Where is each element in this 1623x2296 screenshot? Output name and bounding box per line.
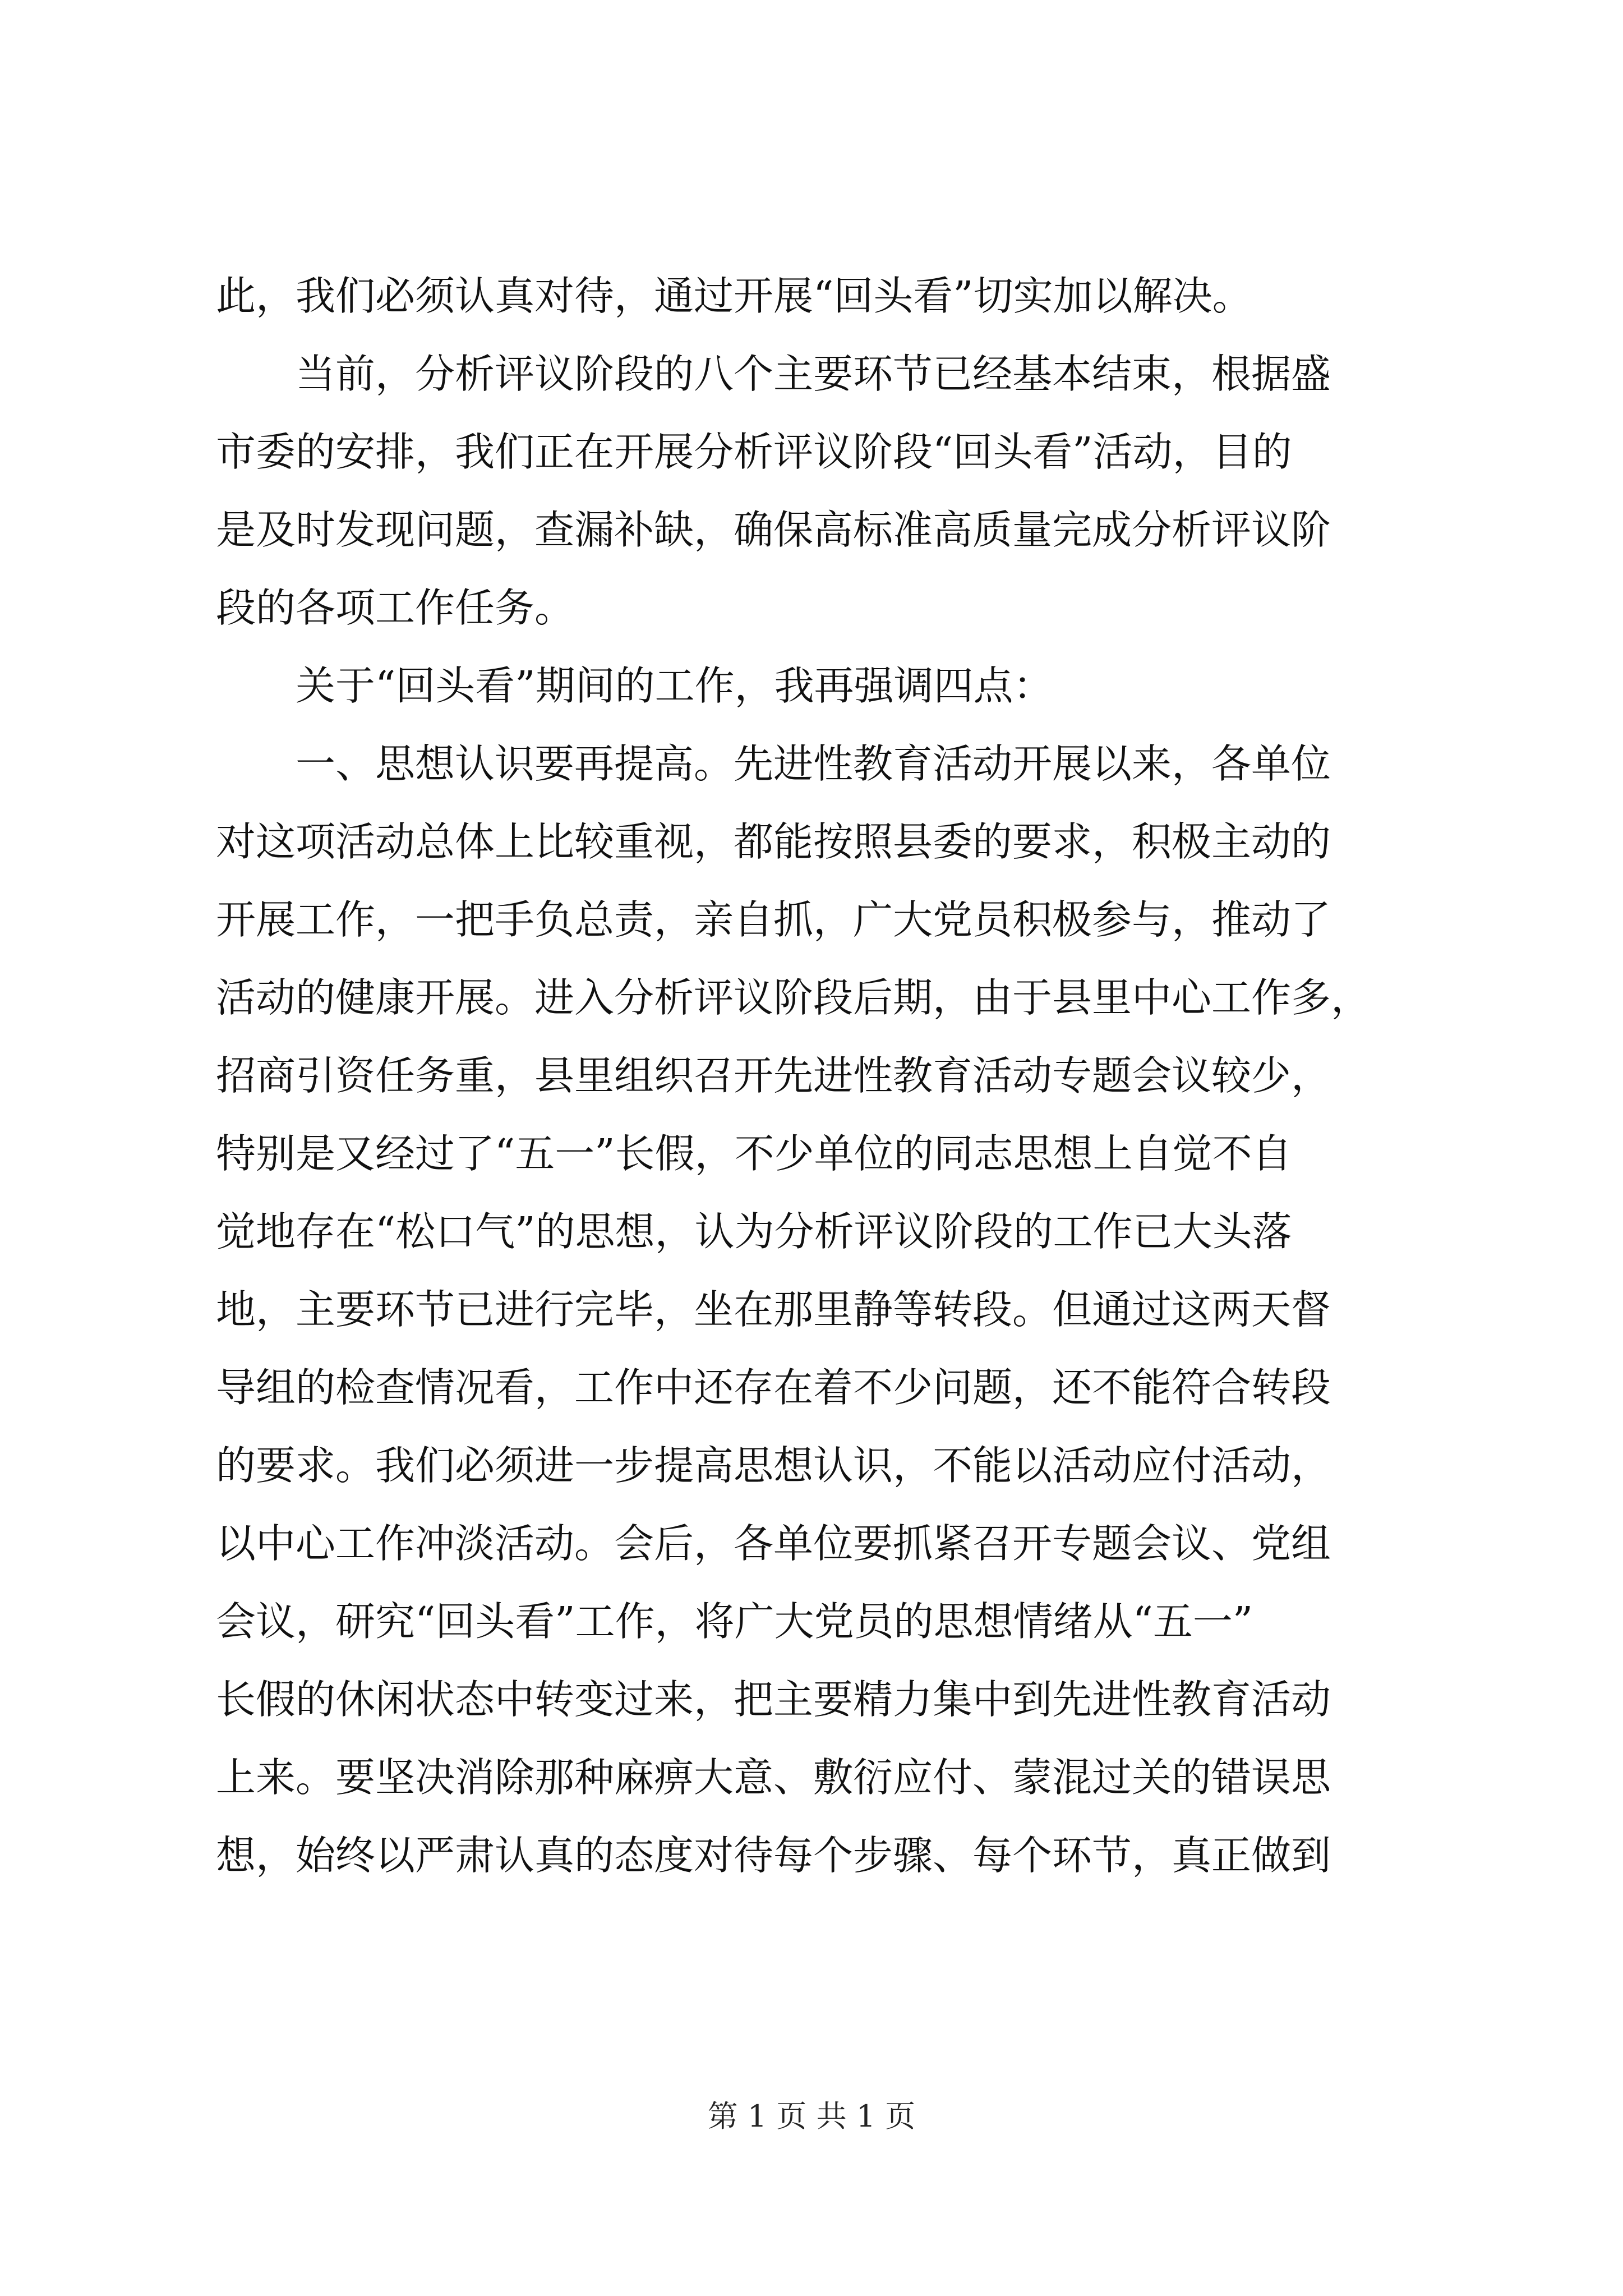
- text-line-1: 此，我们必须认真对待，通过开展“回头看”切实加以解决。: [216, 273, 1252, 319]
- text-line-21: 想，始终以严肃认真的态度对待每个步骤、每个环节，真正做到: [216, 1832, 1331, 1879]
- text-line-16: 的要求。我们必须进一步提高思想认识，不能以活动应付活动，: [216, 1442, 1331, 1489]
- text-line-13: 觉地存在“松口气”的思想，认为分析评议阶段的工作已大头落: [216, 1208, 1292, 1255]
- text-line-19: 长假的休闲状态中转变过来，把主要精力集中到先进性教育活动: [216, 1676, 1331, 1723]
- text-line-18: 会议，研究“回头看”工作，将广大党员的思想情绪从“五一”: [216, 1598, 1253, 1645]
- text-line-8: 对这项活动总体上比较重视，都能按照县委的要求，积极主动的: [216, 818, 1331, 865]
- text-line-7: 一、思想认识要再提高。先进性教育活动开展以来，各单位: [296, 740, 1331, 787]
- text-line-10: 活动的健康开展。进入分析评议阶段后期，由于县里中心工作多，: [216, 974, 1371, 1021]
- page-footer: 第 1 页 共 1 页: [707, 2099, 916, 2134]
- text-line-14: 地，主要环节已进行完毕，坐在那里静等转段。但通过这两天督: [216, 1286, 1331, 1333]
- text-line-6: 关于“回头看”期间的工作，我再强调四点：: [296, 662, 1053, 709]
- body-text: [216, 257, 1410, 1894]
- text-line-20: 上来。要坚决消除那种麻痹大意、敷衍应付、蒙混过关的错误思: [216, 1754, 1331, 1801]
- text-line-15: 导组的检查情况看，工作中还存在着不少问题，还不能符合转段: [216, 1364, 1331, 1411]
- text-line-17: 以中心工作冲淡活动。会后，各单位要抓紧召开专题会议、党组: [216, 1520, 1331, 1567]
- text-line-5: 段的各项工作任务。: [216, 585, 575, 631]
- text-line-4: 是及时发现问题，查漏补缺，确保高标准高质量完成分析评议阶: [216, 507, 1331, 553]
- text-line-9: 开展工作，一把手负总责，亲自抓，广大党员积极参与，推动了: [216, 896, 1331, 943]
- text-line-11: 招商引资任务重，县里组织召开先进性教育活动专题会议较少，: [216, 1052, 1331, 1099]
- text-line-2: 当前，分析评议阶段的八个主要环节已经基本结束，根据盛: [296, 351, 1331, 397]
- text-line-12: 特别是又经过了“五一”长假，不少单位的同志思想上自觉不自: [216, 1130, 1292, 1177]
- text-line-3: 市委的安排，我们正在开展分析评议阶段“回头看”活动，目的: [216, 429, 1292, 475]
